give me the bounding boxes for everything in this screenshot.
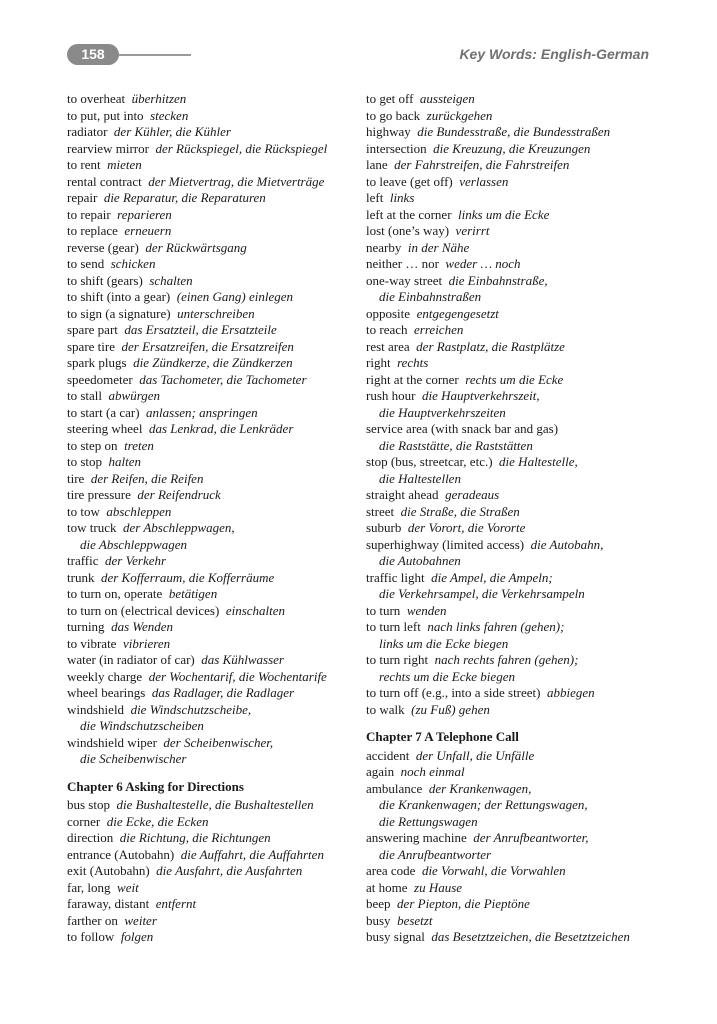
entry-list [366, 748, 666, 946]
vocab-entry [366, 124, 666, 141]
german-term: abbiegen [547, 685, 595, 700]
german-term: überhitzen [131, 91, 187, 106]
german-term: der Vorort, die Vororte [407, 520, 526, 535]
chapter-heading: Chapter 6 Asking for Directions [67, 778, 244, 794]
german-term: der Abschleppwagen, [122, 520, 235, 535]
german-term: erreichen [414, 322, 464, 337]
vocab-entry [67, 438, 357, 455]
english-term: traffic light [366, 569, 425, 585]
vocab-entry [67, 669, 357, 686]
vocab-entry [366, 108, 666, 125]
entry-list [67, 797, 357, 946]
german-term: die Ampel, die Ampeln; [431, 569, 553, 585]
german-term-continuation: rechts um die Ecke biegen [379, 668, 515, 684]
vocab-entry [366, 830, 666, 847]
english-term: lane [366, 157, 388, 172]
german-term: schicken [110, 256, 156, 271]
german-term: die Zündkerze, die Zündkerzen [133, 355, 293, 370]
vocab-entry [366, 652, 666, 669]
page-number-badge: 158 [67, 44, 119, 65]
english-term: to turn left [366, 619, 421, 634]
english-term: to rent [67, 157, 101, 172]
german-term: das Besetztzeichen, die Besetztzeichen [431, 929, 630, 944]
page-header [0, 0, 717, 80]
vocab-entry [366, 748, 666, 765]
english-term: at home [366, 879, 408, 895]
german-term: die Auffahrt, die Auffahrten [180, 846, 324, 862]
english-term: to follow [67, 929, 115, 944]
vocab-entry [366, 880, 666, 897]
english-term: to step on [67, 437, 118, 453]
vocab-entry [67, 273, 357, 290]
vocab-entry [67, 570, 357, 587]
vocab-entry [67, 636, 357, 653]
german-term: die Windschutzscheibe, [130, 701, 252, 717]
vocab-entry [366, 91, 666, 108]
vocab-entry [366, 764, 666, 781]
german-term: nach links fahren (gehen); [427, 619, 565, 634]
english-term: lost (one’s way) [366, 223, 450, 238]
vocab-entry [366, 863, 666, 880]
english-term: superhighway (limited access) [366, 536, 525, 552]
english-term: water (in radiator of car) [67, 652, 195, 667]
vocab-entry [366, 223, 666, 240]
german-term: der Kühler, die Kühler [113, 124, 231, 139]
vocab-entry [366, 504, 666, 521]
english-term: exit (Autobahn) [67, 863, 150, 878]
vocab-entry [67, 322, 357, 339]
english-term: accident [366, 747, 410, 763]
vocab-entry [67, 896, 357, 913]
english-term: to overheat [67, 91, 126, 106]
vocab-entry [366, 781, 666, 798]
vocab-entry [67, 863, 357, 880]
german-term: das Ersatzteil, die Ersatzteile [124, 322, 277, 337]
vocab-entry [67, 880, 357, 897]
english-term: again [366, 764, 395, 779]
vocab-entry [366, 157, 666, 174]
english-term: one-way street [366, 272, 443, 288]
vocab-entry [67, 702, 357, 719]
vocab-entry [67, 372, 357, 389]
german-term: der Fahrstreifen, die Fahrstreifen [394, 157, 570, 172]
german-term: schalten [149, 272, 193, 288]
vocab-entry [67, 504, 357, 521]
english-term: highway [366, 124, 411, 139]
german-term: der Piepton, die Pieptöne [397, 896, 530, 911]
english-term: spark plugs [67, 355, 127, 370]
vocab-entry [67, 929, 357, 946]
vocab-entry [366, 372, 666, 389]
german-term: das Radlager, die Radlager [151, 685, 295, 700]
english-term: farther on [67, 912, 118, 928]
vocab-entry [67, 157, 357, 174]
vocab-entry [67, 487, 357, 504]
english-term: to leave (get off) [366, 173, 453, 189]
german-term-continuation: die Raststätte, die Raststätten [379, 437, 533, 453]
vocab-entry [366, 273, 666, 290]
german-term: das Wenden [111, 619, 174, 634]
german-term: zurückgehen [426, 107, 493, 123]
english-term: tow truck [67, 520, 117, 535]
vocab-entry [67, 814, 357, 831]
german-term: die Richtung, die Richtungen [119, 830, 271, 845]
english-term: right at the corner [366, 371, 459, 387]
german-term: folgen [120, 929, 154, 944]
german-term: noch einmal [400, 764, 465, 779]
vocab-entry [366, 322, 666, 339]
english-term: to replace [67, 223, 118, 238]
right-column [366, 91, 666, 946]
english-term: right [366, 355, 391, 370]
german-term: der Scheibenwischer, [163, 734, 274, 750]
english-term: repair [67, 190, 98, 205]
english-term: to tow [67, 503, 100, 519]
german-term: der Rastplatz, die Rastplätze [416, 338, 565, 354]
english-term: entrance (Autobahn) [67, 846, 175, 862]
english-term: windshield [67, 701, 125, 717]
german-term-continuation: links um die Ecke biegen [379, 635, 509, 651]
german-term: abwürgen [108, 388, 161, 403]
vocab-entry [67, 421, 357, 438]
german-term: entfernt [155, 896, 197, 911]
german-term-continuation: die Krankenwagen; der Rettungswagen, [379, 797, 588, 812]
vocab-entry [67, 190, 357, 207]
german-term: geradeaus [445, 487, 500, 502]
german-term-continuation: die Windschutzscheiben [80, 718, 204, 733]
german-term: der Reifendruck [137, 487, 221, 502]
left-column [67, 91, 357, 946]
german-term: (einen Gang) einlegen [176, 289, 293, 304]
german-term-continuation: die Hauptverkehrszeiten [379, 404, 506, 420]
english-term: faraway, distant [67, 896, 150, 911]
german-term: der Reifen, die Reifen [90, 470, 204, 486]
german-term: weder … noch [445, 256, 521, 271]
english-term: turning [67, 619, 105, 634]
german-term: der Rückspiegel, die Rückspiegel [155, 140, 328, 156]
english-term: to get off [366, 91, 414, 106]
english-term: to go back [366, 107, 421, 123]
english-term: to walk [366, 701, 405, 717]
german-term: verirrt [455, 223, 490, 238]
vocab-entry [366, 537, 666, 554]
german-term: der Verkehr [105, 553, 167, 568]
german-term: der Ersatzreifen, die Ersatzreifen [121, 338, 294, 354]
entry-list [366, 91, 666, 718]
german-term: die Kreuzung, die Kreuzungen [433, 140, 591, 156]
header-rule [119, 54, 191, 56]
english-term: far, long [67, 879, 111, 895]
vocab-entry [67, 174, 357, 191]
german-term: die Autobahn, [530, 536, 604, 552]
english-term: traffic [67, 553, 99, 568]
english-term: rush hour [366, 388, 416, 403]
vocab-entry [366, 685, 666, 702]
vocab-entry [67, 847, 357, 864]
german-term: entgegengesetzt [416, 305, 499, 321]
english-term: to stall [67, 388, 103, 403]
english-term: to vibrate [67, 635, 117, 651]
german-term: wenden [406, 602, 447, 618]
vocab-entry [366, 207, 666, 224]
german-term: der Wochentarif, die Wochentarife [148, 668, 327, 684]
german-term: stecken [150, 107, 189, 123]
german-term: halten [108, 454, 142, 469]
german-term: der Rückwärtsgang [145, 239, 247, 255]
german-term: die Straße, die Straßen [400, 503, 520, 519]
vocab-entry [67, 240, 357, 257]
german-term: die Hauptverkehrszeit, [421, 388, 540, 403]
vocab-entry [67, 603, 357, 620]
vocab-entry [67, 207, 357, 224]
vocab-entry [366, 619, 666, 636]
german-term: rechts um die Ecke [465, 371, 564, 387]
german-term-continuation: die Rettungswagen [379, 813, 478, 829]
vocab-entry [67, 141, 357, 158]
english-term: to turn on (electrical devices) [67, 602, 220, 618]
english-term: to shift (into a gear) [67, 289, 171, 304]
vocab-entry [67, 797, 357, 814]
vocab-entry [366, 913, 666, 930]
vocab-entry [67, 223, 357, 240]
german-term: zu Hause [414, 879, 463, 895]
vocab-entry [366, 896, 666, 913]
vocab-entry [67, 91, 357, 108]
german-term: nach rechts fahren (gehen); [434, 652, 579, 667]
vocab-entry [366, 454, 666, 471]
english-term: stop (bus, streetcar, etc.) [366, 454, 493, 469]
entry-list [67, 91, 357, 768]
vocab-entry [67, 520, 357, 537]
english-term: to send [67, 256, 105, 271]
vocab-entry [67, 586, 357, 603]
english-term: left [366, 190, 384, 205]
vocab-entry [67, 454, 357, 471]
german-term-continuation: die Einbahnstraßen [379, 289, 482, 304]
vocab-entry [366, 929, 666, 946]
vocab-entry [67, 830, 357, 847]
vocab-entry [366, 421, 666, 438]
vocab-entry [366, 702, 666, 719]
german-term: abschleppen [106, 503, 172, 519]
english-term: bus stop [67, 797, 110, 812]
vocab-entry [366, 603, 666, 620]
english-term: straight ahead [366, 487, 439, 502]
german-term: die Bushaltestelle, die Bushaltestellen [116, 797, 314, 812]
english-term: intersection [366, 140, 427, 156]
german-term: der Krankenwagen, [428, 780, 532, 796]
english-term: to sign (a signature) [67, 305, 171, 321]
german-term: links [389, 190, 415, 205]
english-term: nearby [366, 239, 402, 255]
running-head: Key Words: English-German [459, 46, 649, 62]
english-term: area code [366, 863, 416, 878]
german-term: unterschreiben [177, 305, 255, 321]
german-term: die Einbahnstraße, [448, 272, 548, 288]
vocab-entry [67, 108, 357, 125]
english-term: to turn on, operate [67, 586, 163, 601]
german-term: reparieren [117, 206, 172, 222]
german-term: die Vorwahl, die Vorwahlen [421, 863, 566, 878]
english-term: direction [67, 830, 114, 845]
vocab-entry [366, 174, 666, 191]
vocab-entry [67, 388, 357, 405]
english-term: opposite [366, 305, 411, 321]
german-term: (zu Fuß) gehen [411, 701, 490, 717]
german-term: rechts [397, 355, 429, 370]
german-term: in der Nähe [407, 239, 470, 255]
vocab-entry [67, 735, 357, 752]
german-term: weit [117, 879, 139, 895]
english-term: corner [67, 813, 101, 829]
english-term: to start (a car) [67, 404, 140, 420]
german-term: erneuern [124, 223, 172, 238]
vocab-entry [67, 471, 357, 488]
vocab-entry [67, 913, 357, 930]
vocab-entry [67, 685, 357, 702]
vocab-entry [366, 570, 666, 587]
german-term: das Kühlwasser [201, 652, 284, 667]
german-term: aussteigen [419, 91, 475, 106]
english-term: answering machine [366, 830, 467, 845]
vocab-entry [366, 487, 666, 504]
german-term: die Haltestelle, [499, 454, 578, 469]
vocab-entry [67, 289, 357, 306]
vocab-entry [67, 339, 357, 356]
german-term: besetzt [397, 912, 433, 928]
vocab-entry [67, 652, 357, 669]
english-term: to turn off (e.g., into a side street) [366, 685, 541, 700]
english-term: spare tire [67, 338, 116, 354]
vocab-entry [366, 388, 666, 405]
vocab-entry [366, 256, 666, 273]
vocab-entry [366, 339, 666, 356]
english-term: windshield wiper [67, 734, 157, 750]
english-term: beep [366, 896, 391, 911]
english-term: trunk [67, 569, 95, 585]
german-term-continuation: die Verkehrsampel, die Verkehrsampeln [379, 586, 585, 601]
english-term: rearview mirror [67, 140, 149, 156]
english-term: weekly charge [67, 668, 143, 684]
german-term: der Kofferraum, die Kofferräume [100, 569, 275, 585]
german-term: treten [124, 437, 154, 453]
english-term: ambulance [366, 780, 423, 796]
vocab-entry [366, 355, 666, 372]
german-term-continuation: die Haltestellen [379, 470, 461, 486]
german-term: vibrieren [122, 635, 171, 651]
german-term: die Ecke, die Ecken [106, 813, 209, 829]
english-term: to repair [67, 206, 111, 222]
english-term: wheel bearings [67, 685, 146, 700]
english-term: to turn [366, 602, 401, 618]
english-term: street [366, 503, 395, 519]
german-term: anlassen; anspringen [146, 404, 258, 420]
german-term: verlassen [459, 173, 509, 189]
vocab-entry [67, 124, 357, 141]
english-term: rest area [366, 338, 410, 354]
english-term: reverse (gear) [67, 239, 139, 255]
german-term: der Mietvertrag, die Mietverträge [148, 173, 325, 189]
english-term: rental contract [67, 173, 142, 189]
english-term: to turn right [366, 652, 429, 667]
vocab-entry [67, 306, 357, 323]
vocab-entry [67, 355, 357, 372]
german-term: weiter [124, 912, 157, 928]
english-term: to put, put into [67, 107, 144, 123]
english-term: to reach [366, 322, 408, 337]
chapter-heading: Chapter 7 A Telephone Call [366, 729, 519, 744]
english-term: neither … nor [366, 256, 439, 271]
german-term: das Tachometer, die Tachometer [139, 371, 307, 387]
german-term: mieten [107, 157, 142, 172]
vocab-entry [67, 405, 357, 422]
german-term-continuation: die Scheibenwischer [80, 751, 187, 766]
vocab-entry [366, 306, 666, 323]
english-term: service area (with snack bar and gas) [366, 421, 559, 436]
german-term: betätigen [168, 586, 218, 601]
english-term: left at the corner [366, 206, 452, 222]
german-term: der Unfall, die Unfälle [415, 747, 535, 763]
vocab-entry [366, 520, 666, 537]
english-term: radiator [67, 124, 108, 139]
german-term: die Ausfahrt, die Ausfahrten [156, 863, 303, 878]
german-term-continuation: die Anrufbeantworter [379, 846, 492, 862]
german-term-continuation: die Abschleppwagen [80, 536, 187, 552]
german-term: der Anrufbeantworter, [473, 830, 589, 845]
english-term: to shift (gears) [67, 272, 143, 288]
german-term: die Reparatur, die Reparaturen [103, 190, 266, 205]
vocab-entry [67, 256, 357, 273]
english-term: suburb [366, 520, 402, 535]
english-term: busy signal [366, 929, 425, 944]
english-term: speedometer [67, 371, 133, 387]
german-term: die Bundesstraße, die Bundesstraßen [417, 124, 611, 139]
german-term: links um die Ecke [458, 206, 550, 222]
english-term: spare part [67, 322, 118, 337]
english-term: busy [366, 912, 391, 928]
english-term: tire [67, 470, 85, 486]
german-term: das Lenkrad, die Lenkräder [148, 421, 294, 436]
english-term: to stop [67, 454, 103, 469]
german-term-continuation: die Autobahnen [379, 553, 461, 568]
vocab-entry [366, 141, 666, 158]
english-term: steering wheel [67, 421, 143, 436]
vocab-entry [366, 240, 666, 257]
english-term: tire pressure [67, 487, 131, 502]
german-term: einschalten [225, 602, 286, 618]
vocab-entry [366, 190, 666, 207]
vocab-entry [67, 619, 357, 636]
vocab-entry [67, 553, 357, 570]
